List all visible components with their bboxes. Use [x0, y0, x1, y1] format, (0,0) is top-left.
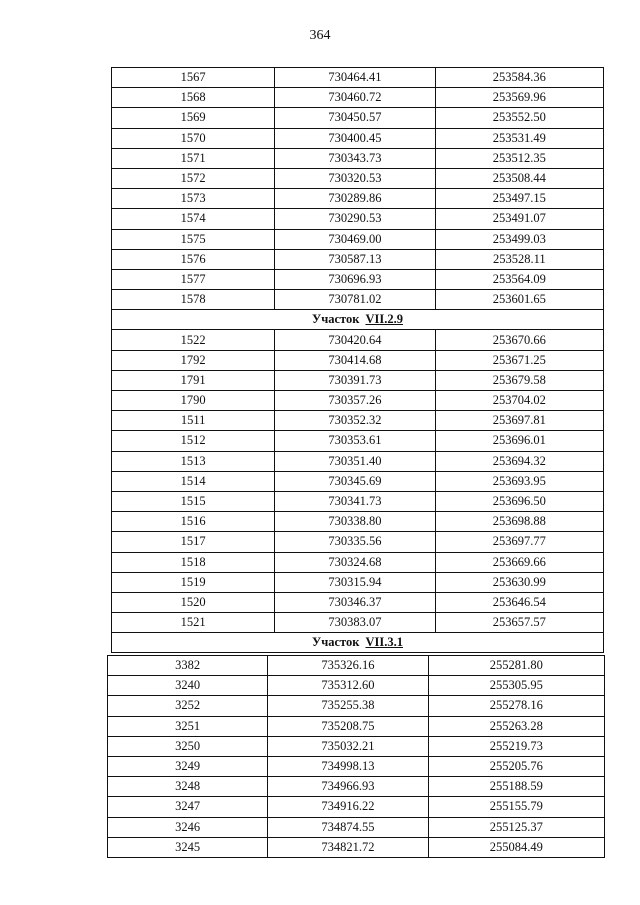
coordinates-table-lower-grid	[107, 655, 605, 858]
x-coordinate-cell: 730352.32	[275, 411, 435, 431]
point-number-cell: 1519	[112, 572, 275, 592]
x-coordinate-cell: 730290.53	[275, 209, 435, 229]
x-coordinate-cell: 734821.72	[268, 837, 428, 857]
point-number-cell: 1571	[112, 148, 275, 168]
table-row	[112, 512, 604, 532]
coordinates-table-upper	[111, 67, 604, 653]
table-row	[112, 350, 604, 370]
section-label: Участок	[312, 635, 360, 650]
x-coordinate-cell: 734966.93	[268, 777, 428, 797]
point-number-cell: 1573	[112, 189, 275, 209]
table-row	[112, 229, 604, 249]
x-coordinate-cell: 730315.94	[275, 572, 435, 592]
x-coordinate-cell: 730345.69	[275, 471, 435, 491]
point-number-cell: 1511	[112, 411, 275, 431]
table-row	[112, 451, 604, 471]
point-number-cell: 3240	[108, 676, 268, 696]
table-row	[112, 128, 604, 148]
x-coordinate-cell: 730391.73	[275, 370, 435, 390]
x-coordinate-cell: 735326.16	[268, 656, 428, 676]
section-header-1-group	[112, 310, 604, 330]
y-coordinate-cell: 253696.01	[435, 431, 603, 451]
table-row	[108, 817, 605, 837]
section-header-row	[112, 633, 604, 653]
point-number-cell: 1572	[112, 168, 275, 188]
y-coordinate-cell: 255155.79	[428, 797, 604, 817]
point-number-cell: 1567	[112, 68, 275, 88]
y-coordinate-cell: 253697.81	[435, 411, 603, 431]
y-coordinate-cell: 253670.66	[435, 330, 603, 350]
x-coordinate-cell: 730587.13	[275, 249, 435, 269]
point-number-cell: 1522	[112, 330, 275, 350]
y-coordinate-cell: 253696.50	[435, 491, 603, 511]
table-row	[112, 532, 604, 552]
y-coordinate-cell: 253698.88	[435, 512, 603, 532]
point-number-cell: 1518	[112, 552, 275, 572]
y-coordinate-cell: 253671.25	[435, 350, 603, 370]
x-coordinate-cell: 730343.73	[275, 148, 435, 168]
y-coordinate-cell: 253531.49	[435, 128, 603, 148]
table-row	[112, 330, 604, 350]
section-header-cell	[112, 633, 604, 653]
x-coordinate-cell: 730335.56	[275, 532, 435, 552]
point-number-cell: 3245	[108, 837, 268, 857]
y-coordinate-cell: 253552.50	[435, 108, 603, 128]
y-coordinate-cell: 253601.65	[435, 290, 603, 310]
point-number-cell: 1570	[112, 128, 275, 148]
table-row	[112, 572, 604, 592]
y-coordinate-cell: 253669.66	[435, 552, 603, 572]
section-name: VII.3.1	[365, 635, 403, 650]
y-coordinate-cell: 255281.80	[428, 656, 604, 676]
table-row	[112, 148, 604, 168]
y-coordinate-cell: 253694.32	[435, 451, 603, 471]
y-coordinate-cell: 253564.09	[435, 269, 603, 289]
y-coordinate-cell: 253508.44	[435, 168, 603, 188]
table-row	[108, 716, 605, 736]
table-row	[112, 88, 604, 108]
x-coordinate-cell: 730338.80	[275, 512, 435, 532]
y-coordinate-cell: 253497.15	[435, 189, 603, 209]
table-row	[112, 189, 604, 209]
block-c-rows	[108, 656, 605, 858]
section-label: Участок	[312, 312, 360, 327]
y-coordinate-cell: 255125.37	[428, 817, 604, 837]
table-row	[112, 290, 604, 310]
y-coordinate-cell: 253679.58	[435, 370, 603, 390]
x-coordinate-cell: 734998.13	[268, 756, 428, 776]
section-header-row	[112, 310, 604, 330]
point-number-cell: 1790	[112, 391, 275, 411]
point-number-cell: 3247	[108, 797, 268, 817]
coordinates-table-lower	[107, 655, 605, 858]
point-number-cell: 1516	[112, 512, 275, 532]
x-coordinate-cell: 730400.45	[275, 128, 435, 148]
x-coordinate-cell: 735208.75	[268, 716, 428, 736]
x-coordinate-cell: 735312.60	[268, 676, 428, 696]
table-row	[112, 249, 604, 269]
point-number-cell: 3250	[108, 736, 268, 756]
x-coordinate-cell: 730289.86	[275, 189, 435, 209]
table-row	[112, 411, 604, 431]
point-number-cell: 1576	[112, 249, 275, 269]
section-name: VII.2.9	[365, 312, 403, 327]
x-coordinate-cell: 734916.22	[268, 797, 428, 817]
y-coordinate-cell: 253693.95	[435, 471, 603, 491]
x-coordinate-cell: 730469.00	[275, 229, 435, 249]
point-number-cell: 3248	[108, 777, 268, 797]
table-row	[112, 592, 604, 612]
section-header-2-group	[112, 633, 604, 653]
y-coordinate-cell: 255263.28	[428, 716, 604, 736]
y-coordinate-cell: 253646.54	[435, 592, 603, 612]
table-row	[112, 269, 604, 289]
x-coordinate-cell: 734874.55	[268, 817, 428, 837]
point-number-cell: 1575	[112, 229, 275, 249]
x-coordinate-cell: 730353.61	[275, 431, 435, 451]
block-b-rows	[112, 330, 604, 633]
y-coordinate-cell: 253657.57	[435, 613, 603, 633]
x-coordinate-cell: 730346.37	[275, 592, 435, 612]
point-number-cell: 1521	[112, 613, 275, 633]
point-number-cell: 1574	[112, 209, 275, 229]
point-number-cell: 3252	[108, 696, 268, 716]
y-coordinate-cell: 253569.96	[435, 88, 603, 108]
block-a-rows	[112, 68, 604, 310]
table-row	[112, 370, 604, 390]
point-number-cell: 1517	[112, 532, 275, 552]
x-coordinate-cell: 730414.68	[275, 350, 435, 370]
table-row	[112, 471, 604, 491]
y-coordinate-cell: 255188.59	[428, 777, 604, 797]
y-coordinate-cell: 253528.11	[435, 249, 603, 269]
point-number-cell: 1520	[112, 592, 275, 612]
table-row	[108, 736, 605, 756]
y-coordinate-cell: 255219.73	[428, 736, 604, 756]
point-number-cell: 1792	[112, 350, 275, 370]
table-row	[112, 613, 604, 633]
x-coordinate-cell: 730696.93	[275, 269, 435, 289]
y-coordinate-cell: 253584.36	[435, 68, 603, 88]
x-coordinate-cell: 730357.26	[275, 391, 435, 411]
point-number-cell: 3246	[108, 817, 268, 837]
coordinates-table	[111, 67, 604, 653]
point-number-cell: 1791	[112, 370, 275, 390]
table-row	[112, 168, 604, 188]
point-number-cell: 1512	[112, 431, 275, 451]
y-coordinate-cell: 253697.77	[435, 532, 603, 552]
table-row	[112, 491, 604, 511]
x-coordinate-cell: 730320.53	[275, 168, 435, 188]
page-number: 364	[309, 28, 331, 43]
point-number-cell: 1577	[112, 269, 275, 289]
table-row	[108, 777, 605, 797]
x-coordinate-cell: 730341.73	[275, 491, 435, 511]
y-coordinate-cell: 255205.76	[428, 756, 604, 776]
table-row	[112, 431, 604, 451]
y-coordinate-cell: 253512.35	[435, 148, 603, 168]
x-coordinate-cell: 730464.41	[275, 68, 435, 88]
point-number-cell: 3382	[108, 656, 268, 676]
x-coordinate-cell: 730324.68	[275, 552, 435, 572]
section-header-cell	[112, 310, 604, 330]
y-coordinate-cell: 253499.03	[435, 229, 603, 249]
point-number-cell: 1514	[112, 471, 275, 491]
point-number-cell: 1513	[112, 451, 275, 471]
x-coordinate-cell: 735255.38	[268, 696, 428, 716]
table-row	[112, 552, 604, 572]
y-coordinate-cell: 253704.02	[435, 391, 603, 411]
y-coordinate-cell: 255305.95	[428, 676, 604, 696]
x-coordinate-cell: 735032.21	[268, 736, 428, 756]
point-number-cell: 1578	[112, 290, 275, 310]
table-row	[112, 391, 604, 411]
table-row	[112, 108, 604, 128]
table-row	[108, 756, 605, 776]
table-row	[108, 837, 605, 857]
table-row	[112, 209, 604, 229]
x-coordinate-cell: 730450.57	[275, 108, 435, 128]
x-coordinate-cell: 730383.07	[275, 613, 435, 633]
table-row	[108, 676, 605, 696]
y-coordinate-cell: 253491.07	[435, 209, 603, 229]
y-coordinate-cell: 255278.16	[428, 696, 604, 716]
y-coordinate-cell: 255084.49	[428, 837, 604, 857]
x-coordinate-cell: 730460.72	[275, 88, 435, 108]
y-coordinate-cell: 253630.99	[435, 572, 603, 592]
point-number-cell: 3249	[108, 756, 268, 776]
point-number-cell: 1569	[112, 108, 275, 128]
x-coordinate-cell: 730781.02	[275, 290, 435, 310]
table-row	[112, 68, 604, 88]
table-row	[108, 797, 605, 817]
point-number-cell: 3251	[108, 716, 268, 736]
point-number-cell: 1515	[112, 491, 275, 511]
x-coordinate-cell: 730420.64	[275, 330, 435, 350]
point-number-cell: 1568	[112, 88, 275, 108]
x-coordinate-cell: 730351.40	[275, 451, 435, 471]
table-row	[108, 696, 605, 716]
table-row	[108, 656, 605, 676]
